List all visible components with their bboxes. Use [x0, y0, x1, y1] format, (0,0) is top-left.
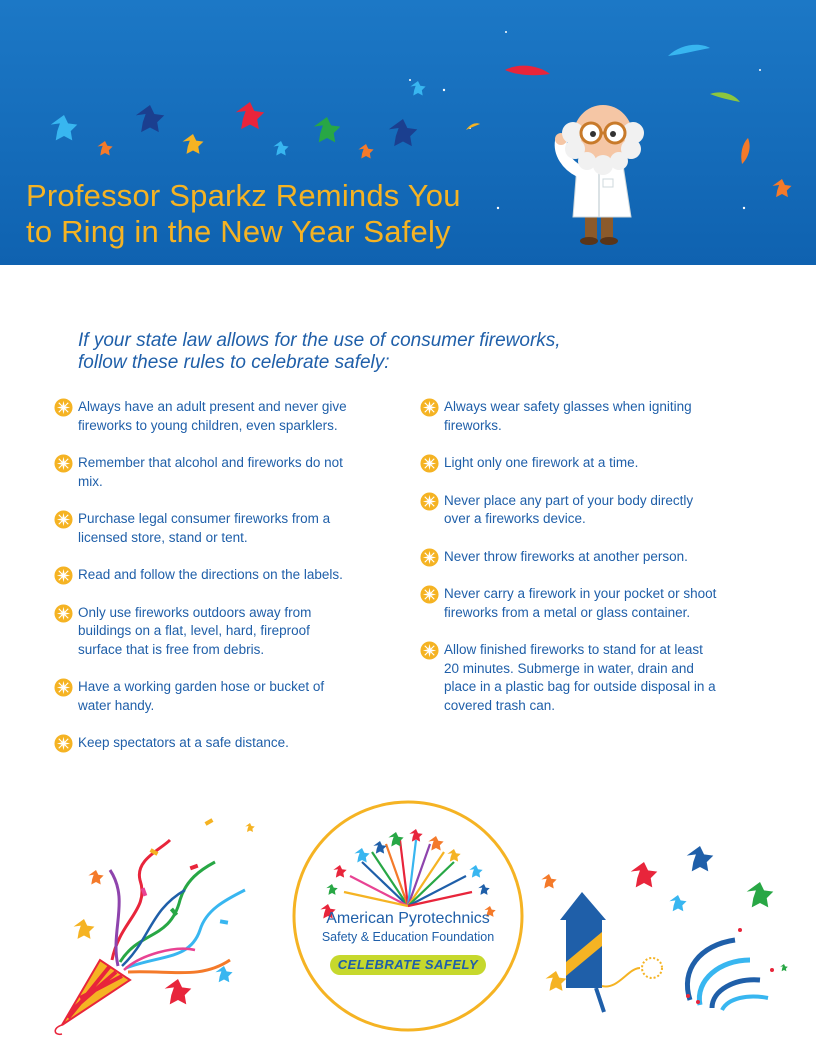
rule-text-line: Allow finished fireworks to stand for at least	[444, 642, 703, 657]
page-title-line1: Professor Sparkz Reminds You	[26, 178, 461, 213]
rules-list-right	[420, 398, 760, 715]
sparkle-bullet-icon	[54, 454, 73, 473]
rule-text-line: covered trash can.	[444, 697, 556, 713]
sparkle-bullet-icon	[54, 398, 73, 417]
header-banner	[0, 0, 816, 265]
rule-text-line: Never throw fireworks at another person.	[444, 548, 688, 564]
rule-text-line: mix.	[78, 473, 103, 489]
sparkle-bullet-icon	[420, 398, 439, 417]
logo-org-name-line2: Safety & Education Foundation	[321, 930, 495, 944]
sparkle-bullet-icon	[420, 548, 439, 567]
rule-text-line: Read and follow the directions on the labels.	[78, 567, 343, 582]
rule-item	[420, 641, 760, 715]
rule-item	[54, 398, 384, 435]
rule-text-line: fireworks to young children, even sparklers.	[78, 417, 338, 433]
rule-item	[54, 678, 384, 715]
rule-text-line: 20 minutes. Submerge in water, drain and	[444, 660, 694, 676]
intro-line2: follow these rules to celebrate safely:	[78, 352, 390, 373]
rule-text-line: over a fireworks device.	[444, 511, 586, 526]
rule-text-line: surface that is free from debris.	[78, 641, 265, 657]
rule-text-line: Only use fireworks outdoors away from	[78, 604, 312, 620]
rule-text-line: fireworks.	[444, 417, 502, 433]
rule-text-line: Keep spectators at a safe distance.	[78, 735, 289, 750]
sparkle-bullet-icon	[54, 604, 73, 623]
page-title	[26, 178, 566, 250]
rule-item	[54, 454, 384, 491]
rule-item	[420, 585, 760, 622]
rule-text-line: Remember that alcohol and fireworks do not	[78, 455, 343, 470]
rule-text-line: Always have an adult present and never give	[78, 399, 347, 414]
rule-text-line: Never place any part of your body directly	[444, 492, 694, 508]
rules-list-left	[54, 398, 384, 753]
rule-item	[54, 604, 384, 660]
rule-text-line: licensed store, stand or tent.	[78, 529, 248, 545]
sparkle-bullet-icon	[54, 734, 73, 753]
sparkle-bullet-icon	[420, 492, 439, 511]
intro-line1: If your state law allows for the use of consumer fireworks,	[78, 330, 561, 351]
apsef-logo	[292, 800, 524, 1032]
firework-rocket-illustration	[541, 846, 787, 1012]
rule-item	[54, 510, 384, 547]
sparkle-bullet-icon	[420, 585, 439, 604]
sparkle-bullet-icon	[54, 510, 73, 529]
logo-tagline-badge: CELEBRATE SAFELY	[330, 955, 486, 975]
rule-text-line: buildings on a flat, level, hard, fireproof	[78, 623, 310, 638]
intro-text	[78, 330, 678, 374]
rule-item	[54, 734, 384, 753]
rule-text-line: fireworks from a metal or glass container.	[444, 604, 691, 620]
rule-item	[54, 566, 384, 585]
sparkle-bullet-icon	[420, 641, 439, 660]
rule-item	[420, 492, 760, 529]
rule-text-line: Always wear safety glasses when igniting	[444, 399, 692, 414]
logo-org-name-line1: American Pyrotechnics	[326, 910, 490, 927]
sparkle-bullet-icon	[54, 566, 73, 585]
rule-text-line: Have a working garden hose or bucket of	[78, 679, 325, 694]
sparkle-bullet-icon	[54, 678, 73, 697]
rule-text-line: Never carry a firework in your pocket or shoot	[444, 586, 717, 601]
rule-item	[420, 398, 760, 435]
sparkle-bullet-icon	[420, 454, 439, 473]
rule-item	[420, 548, 760, 567]
page-title-line2: to Ring in the New Year Safely	[26, 214, 451, 249]
rule-text-line: Purchase legal consumer fireworks from a	[78, 511, 331, 526]
rule-text-line: water handy.	[78, 697, 155, 713]
rule-text-line: place in a plastic bag for outside disposal in a	[444, 679, 716, 694]
rule-item	[420, 454, 760, 473]
party-popper-illustration	[55, 818, 255, 1034]
rule-text-line: Light only one firework at a time.	[444, 455, 639, 470]
